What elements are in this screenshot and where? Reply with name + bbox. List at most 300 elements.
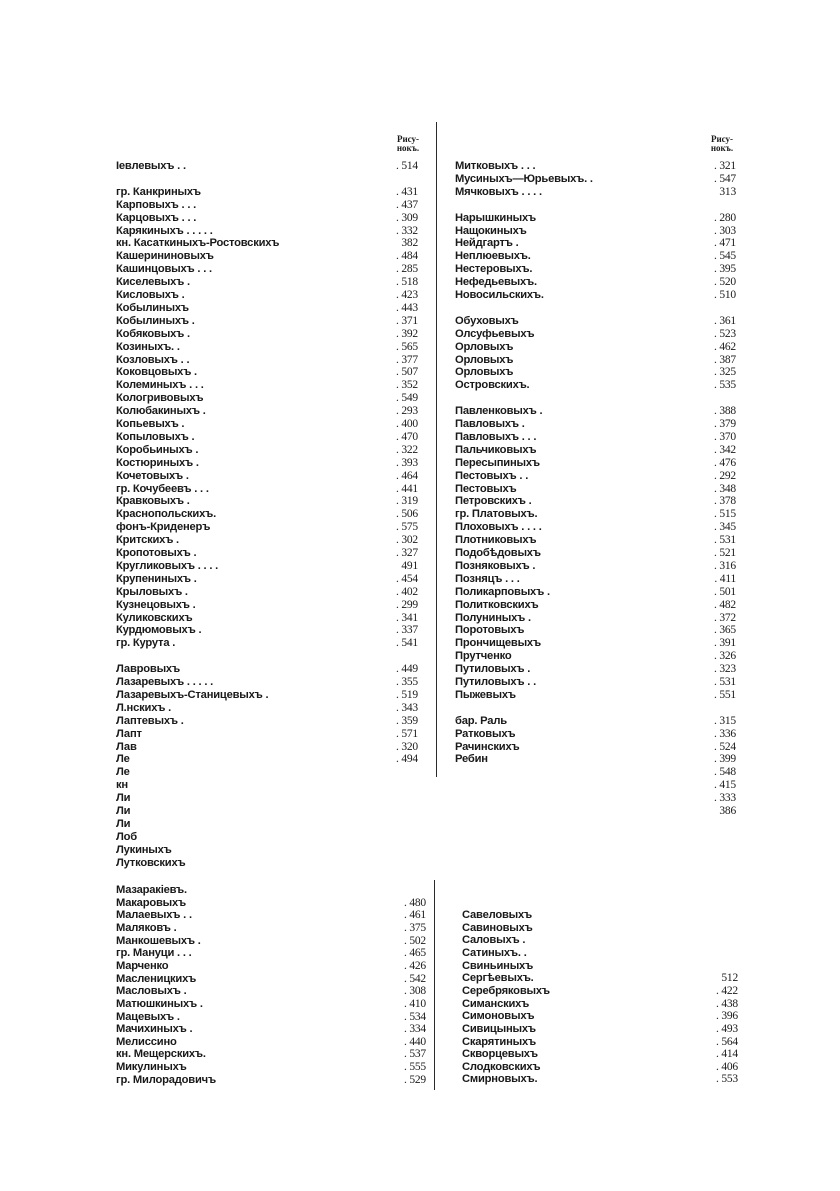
entry-family-name: Кузнецовыхъ . [116,598,196,611]
index-entry [455,470,736,483]
entry-figure-number: . 316 [713,559,736,572]
entry-family-name: гр. Мануци . . . [116,947,192,960]
index-entry [462,909,738,922]
index-entry [116,637,418,650]
entry-figure-number: . 542 [403,972,426,985]
entry-figure-number: . 471 [713,237,736,250]
entry-family-name: гр. Кочубеевъ . . . [116,482,209,495]
index-entry [462,922,738,935]
index-entry [455,431,736,444]
index-entry [455,663,736,676]
index-entry [116,354,418,367]
entry-figure-number: . 462 [713,340,736,353]
index-entry [116,431,418,444]
entry-figure-number: . 392 [395,327,418,340]
entry-figure-number: . 323 [713,663,736,676]
index-entry [116,225,418,238]
index-entry [455,715,736,728]
index-entry [462,1061,738,1074]
entry-family-name: Кашерининовыхъ [116,250,214,263]
entry-figure-number: . 571 [395,727,418,740]
entry-family-name: Орловыхъ [455,340,514,353]
entry-figure-number: . 521 [713,547,736,559]
index-entry [116,753,418,766]
index-entry [116,998,426,1011]
entry-figure-number: . 465 [403,947,426,960]
entry-family-name: Карякиныхъ . . . . . [116,224,213,237]
entry-figure-number: 386 [719,805,736,817]
entry-family-name: Прончищевыхъ [455,637,541,650]
index-entry [116,779,418,792]
index-entry [455,418,736,431]
entry-figure-number: . 440 [403,1035,426,1048]
entry-figure-number: . 399 [713,753,736,766]
index-entry [455,366,736,379]
entry-figure-number: . 410 [403,997,426,1010]
column-divider [436,122,437,777]
entry-family-name: Савеловыхъ [462,909,532,921]
entry-figure-number: . 555 [403,1061,426,1074]
entry-figure-number: . 506 [395,508,418,521]
index-entry [116,831,418,844]
index-entry [116,521,418,534]
index-entry [455,354,736,367]
entry-figure-number: . 482 [713,598,736,611]
entry-family-name: кн [116,779,128,792]
entry-family-name: Кравковыхъ . [116,495,190,508]
entry-family-name: Позняковыхъ . [455,559,536,572]
index-entry [116,599,418,612]
index-entry [116,897,426,910]
entry-figure-number: . 315 [713,714,736,727]
entry-figure-number: . 438 [715,997,738,1010]
entry-figure-number: . 514 [395,160,418,172]
entry-family-name: гр. Канкриныхъ [116,185,201,198]
entry-figure-number: . 345 [713,521,736,534]
entry-figure-number: . 379 [713,418,736,430]
entry-family-name: Мусиныхъ—Юрьевыхъ. . [455,172,593,185]
index-entry [455,728,736,741]
entry-family-name: Подобѣдовыхъ [455,547,541,559]
index-entry [462,985,738,998]
entry-figure-number: . 303 [713,224,736,237]
entry-family-name: Лавровыхъ [116,663,180,676]
index-entry [116,884,426,897]
index-entry [455,225,736,238]
entry-family-name: Манкошевыхъ . [116,934,201,947]
entry-family-name: Маляковъ . [116,921,177,934]
entry-figure-number: . 348 [713,482,736,495]
entry-figure-number: . 502 [403,934,426,947]
entry-family-name: Ле [116,766,130,779]
entry-figure-number: . 299 [395,598,418,611]
index-entry [462,1036,738,1049]
entry-figure-number: . 359 [395,714,418,727]
entry-family-name: Ли [116,817,131,830]
figure-column-header-right [702,135,742,153]
entry-family-name: Смирновыхъ. [462,1073,538,1086]
entry-family-name: Копыловыхъ . [116,430,195,443]
entry-figure-number: . 537 [403,1048,426,1061]
index-entry [455,534,736,547]
entry-family-name: Павленковыхъ . [455,405,543,418]
entry-figure-number: . 493 [715,1022,738,1035]
entry-figure-number: . 494 [395,753,418,766]
entry-family-name: Кологривовыхъ [116,392,204,405]
entry-figure-number: . 414 [715,1048,738,1061]
entry-figure-number: . 519 [395,688,418,701]
index-entry [116,457,418,470]
entry-figure-number: . 441 [395,482,418,495]
entry-family-name: Мачихиныхъ . [116,1023,193,1036]
index-entry [116,1023,426,1036]
entry-figure-number: . 342 [713,443,736,456]
entry-figure-number: . 431 [395,185,418,198]
index-entry [116,302,418,315]
entry-family-name: гр. Курута . [116,637,176,650]
entry-figure-number: . 400 [395,418,418,430]
index-entry [116,922,426,935]
entry-figure-number: . 333 [713,792,736,805]
entry-figure-number: . 501 [713,585,736,598]
entry-figure-number: . 480 [403,896,426,909]
index-entry [116,418,418,431]
entry-family-name: Матюшкиныхъ . [116,997,203,1010]
index-entry [116,341,418,354]
entry-family-name: Нарышкиныхъ [455,211,536,224]
entry-family-name: Мелиссино [116,1035,177,1048]
entry-family-name: Колеминыхъ . . . [116,379,204,392]
entry-family-name: Кобылиныхъ [116,301,189,314]
index-entry [116,366,418,379]
entry-family-name: Козиныхъ. . [116,340,180,353]
index-entry [116,676,418,689]
index-entry [116,212,418,225]
entry-figure-number: . 443 [395,301,418,314]
index-entry [455,599,736,612]
entry-family-name: Орловыхъ [455,353,514,366]
entry-family-name: Нащокиныхъ [455,224,527,237]
index-entry [116,405,418,418]
index-entry [455,495,736,508]
entry-family-name: Серебряковыхъ [462,984,550,997]
entry-figure-number: . 319 [395,495,418,508]
entry-figure-number: . 332 [395,224,418,237]
index-entry [455,766,736,779]
entry-family-name: Пальчиковыхъ [455,443,537,456]
index-entry [455,547,736,560]
index-entry [116,1061,426,1074]
entry-family-name: Микулиныхъ [116,1061,187,1074]
index-entry [116,483,418,496]
entry-family-name: Мазаракіевъ. [116,884,187,896]
entry-family-name: Кобяковыхъ . [116,327,190,340]
entry-family-name: Савиновыхъ [462,921,533,934]
entry-figure-number: . 352 [395,379,418,392]
entry-figure-number: . 375 [403,921,426,934]
index-entry [116,199,418,212]
entry-family-name: Нейдгартъ . [455,237,519,250]
index-entry [455,586,736,599]
index-entry [116,792,418,805]
entry-family-name: Лаптевыхъ . [116,714,184,727]
index-entry [116,935,426,948]
entry-figure-number: . 327 [395,547,418,559]
entry-figure-number: . 343 [395,701,418,714]
index-entry [455,379,736,392]
entry-family-name: Ли [116,792,131,805]
entry-figure-number: . 293 [395,405,418,418]
index-entry [116,689,418,702]
entry-figure-number: . 426 [403,959,426,972]
index-entry [116,766,418,779]
entry-family-name: Сергѣевыхъ. [462,972,534,985]
entry-figure-number: . 534 [403,1010,426,1023]
entry-family-name: Лазаревыхъ . . . . . [116,676,214,688]
index-entry [455,624,736,637]
entry-family-name: Курдюмовыхъ . [116,624,202,637]
index-entry [455,276,736,289]
index-entry [116,250,418,263]
entry-figure-number: . 309 [395,211,418,224]
entry-family-name: Лоб [116,830,137,843]
entry-figure-number: . 541 [395,637,418,650]
index-entry [116,328,418,341]
index-entry [116,560,418,573]
index-entry [116,909,426,922]
entry-family-name: Козловыхъ . . [116,353,190,366]
index-entry [116,379,418,392]
index-entry [455,315,736,328]
header-line2: нокъ. [396,143,420,153]
entry-figure-number: . 393 [395,456,418,469]
entry-figure-number: . 423 [395,289,418,301]
entry-figure-number: . 320 [395,740,418,753]
header-line1: Рису- [710,134,734,144]
entry-family-name: Павловыхъ . . . [455,430,537,443]
index-entry [116,263,418,276]
entry-family-name: Крупениныхъ . [116,572,197,585]
entry-family-name: Копьевыхъ . [116,418,185,430]
column-divider-bottom [434,880,435,1090]
index-entry [116,237,418,250]
entry-family-name: Сатиныхъ. . [462,946,527,959]
entry-family-name: фонъ-Криденеръ [116,521,211,534]
entry-figure-number: . 548 [713,766,736,779]
entry-family-name: Коробьиныхъ . [116,443,199,456]
entry-figure-number: . 341 [395,611,418,624]
entry-figure-number: . 334 [403,1023,426,1036]
index-entry [455,650,736,663]
entry-figure-number: . 476 [713,456,736,469]
entry-family-name: Олсуфьевыхъ [455,327,535,340]
index-entry [455,753,736,766]
entry-family-name: Скарятиныхъ [462,1035,536,1048]
index-entry [462,1073,738,1086]
index-entry [455,444,736,457]
entry-figure-number: . 292 [713,469,736,482]
entry-family-name: Павловыхъ . [455,418,525,430]
entry-family-name: Колюбакиныхъ . [116,405,206,418]
index-entry [116,741,418,754]
index-entry [462,960,738,973]
entry-family-name: Краснопольскихъ. [116,508,216,521]
entry-figure-number: . 507 [395,366,418,379]
index-entry [116,508,418,521]
entry-family-name: Обуховыхъ [455,314,519,327]
entry-figure-number: . 529 [403,1073,426,1086]
entry-figure-number: 512 [721,972,738,985]
entry-family-name: гр. Милорадовичъ [116,1073,216,1086]
index-entry [455,483,736,496]
index-entry [116,186,418,199]
entry-figure-number: . 371 [395,314,418,327]
entry-family-name: кн. Мещерскихъ. [116,1048,206,1061]
entry-figure-number: . 518 [395,276,418,289]
index-entry [455,341,736,354]
entry-family-name: Марченко [116,959,169,972]
index-entry [462,1023,738,1036]
entry-figure-number: . 461 [403,909,426,922]
index-entry [462,1010,738,1023]
index-entry [116,844,418,857]
entry-figure-number: . 454 [395,572,418,585]
entry-family-name: Ратковыхъ [455,727,516,740]
index-entry [455,560,736,573]
entry-family-name: Сивицыныхъ [462,1022,536,1035]
index-entry [116,392,418,405]
entry-figure-number: . 321 [713,160,736,172]
index-entry [116,663,418,676]
entry-figure-number: . 336 [713,727,736,740]
entry-figure-number: . 564 [715,1035,738,1048]
entry-family-name: Плоховыхъ . . . . [455,521,542,534]
entry-family-name: Прутченко [455,650,512,663]
entry-family-name: Іевлевыхъ . . [116,160,186,172]
entry-figure-number: . 308 [403,985,426,998]
index-entry [116,1074,426,1087]
entry-figure-number: . 370 [713,430,736,443]
index-entry [116,534,418,547]
entry-family-name: Плотниковыхъ [455,534,537,547]
index-entry [455,250,736,263]
index-entry [116,985,426,998]
header-line2: нокъ. [710,143,734,153]
entry-figure-number: . 575 [395,521,418,534]
index-entry [116,1011,426,1024]
entry-family-name: Пестовыхъ [455,482,517,495]
index-entry [116,315,418,328]
entry-family-name: бар. Раль [455,714,507,727]
entry-figure-number: . 524 [713,740,736,753]
entry-family-name: Крыловыхъ . [116,585,188,598]
index-entry [455,237,736,250]
index-entry [455,792,736,805]
index-entry [116,495,418,508]
entry-family-name: Ле [116,753,130,766]
entry-figure-number: . 326 [713,650,736,663]
entry-figure-number: 382 [401,237,418,250]
index-entry [455,779,736,792]
entry-family-name: Новосильскихъ. [455,289,544,301]
index-entry [462,998,738,1011]
index-entry [455,160,736,173]
entry-family-name: Киселевыхъ . [116,276,190,289]
entry-family-name: Л.нскихъ . [116,701,172,714]
entry-family-name: Политковскихъ [455,598,539,611]
index-entry [455,289,736,302]
entry-family-name: Лукиныхъ [116,843,172,856]
entry-family-name: кн. Касаткиныхъ-Ростовскихъ [116,237,280,250]
entry-figure-number: . 411 [714,572,736,585]
entry-figure-number: . 378 [713,495,736,508]
entry-figure-number: 313 [719,185,736,198]
entry-family-name: Полуниныхъ . [455,611,531,624]
entry-family-name: Поротовыхъ [455,624,525,637]
entry-family-name: Пыжевыхъ [455,688,516,701]
index-entry [116,547,418,560]
index-entry [455,805,736,818]
index-entry [455,676,736,689]
index-entry [116,728,418,741]
entry-family-name: Пересыпиныхъ [455,456,540,469]
entry-figure-number: . 449 [395,663,418,676]
entry-figure-number: . 337 [395,624,418,637]
index-entry [116,573,418,586]
index-entry [116,1048,426,1061]
index-entry [455,573,736,586]
index-entry [116,960,426,973]
entry-family-name: Масловыхъ . [116,985,187,998]
entry-figure-number: . 388 [713,405,736,418]
entry-family-name: Костюриныхъ . [116,456,199,469]
entry-family-name: Кочетовыхъ . [116,469,189,482]
entry-figure-number: . 406 [715,1060,738,1073]
entry-family-name: Слодковскихъ [462,1060,541,1073]
entry-family-name: Лутковскихъ [116,856,186,869]
index-entry [116,715,418,728]
index-entry [116,624,418,637]
entry-family-name: Куликовскихъ [116,611,193,624]
entry-family-name: Симоновыхъ [462,1010,535,1023]
index-entry [455,173,736,186]
entry-figure-number: . 547 [713,172,736,185]
entry-figure-number: . 535 [713,379,736,392]
entry-figure-number: . 372 [713,611,736,624]
entry-figure-number: . 396 [715,1010,738,1023]
entry-family-name: Ли [116,805,131,817]
entry-figure-number: . 551 [713,688,736,701]
index-entry [116,702,418,715]
entry-figure-number: . 549 [395,392,418,405]
index-entry [455,689,736,702]
index-entry [455,405,736,418]
entry-family-name: Неплюевыхъ. [455,250,531,263]
entry-family-name: Островскихъ. [455,379,530,392]
entry-figure-number: . 515 [713,508,736,521]
entry-family-name: Симанскихъ [462,997,530,1010]
index-entry [116,947,426,960]
entry-figure-number: . 484 [395,250,418,263]
entry-figure-number: . 553 [715,1073,738,1086]
entry-figure-number: . 280 [713,211,736,224]
index-entry [462,947,738,960]
entry-figure-number: . 464 [395,469,418,482]
entry-family-name: Малаевыхъ . . [116,909,192,922]
entry-family-name: Ребин [455,753,488,766]
entry-family-name: Путиловыхъ . [455,663,531,676]
index-entry [116,818,418,831]
